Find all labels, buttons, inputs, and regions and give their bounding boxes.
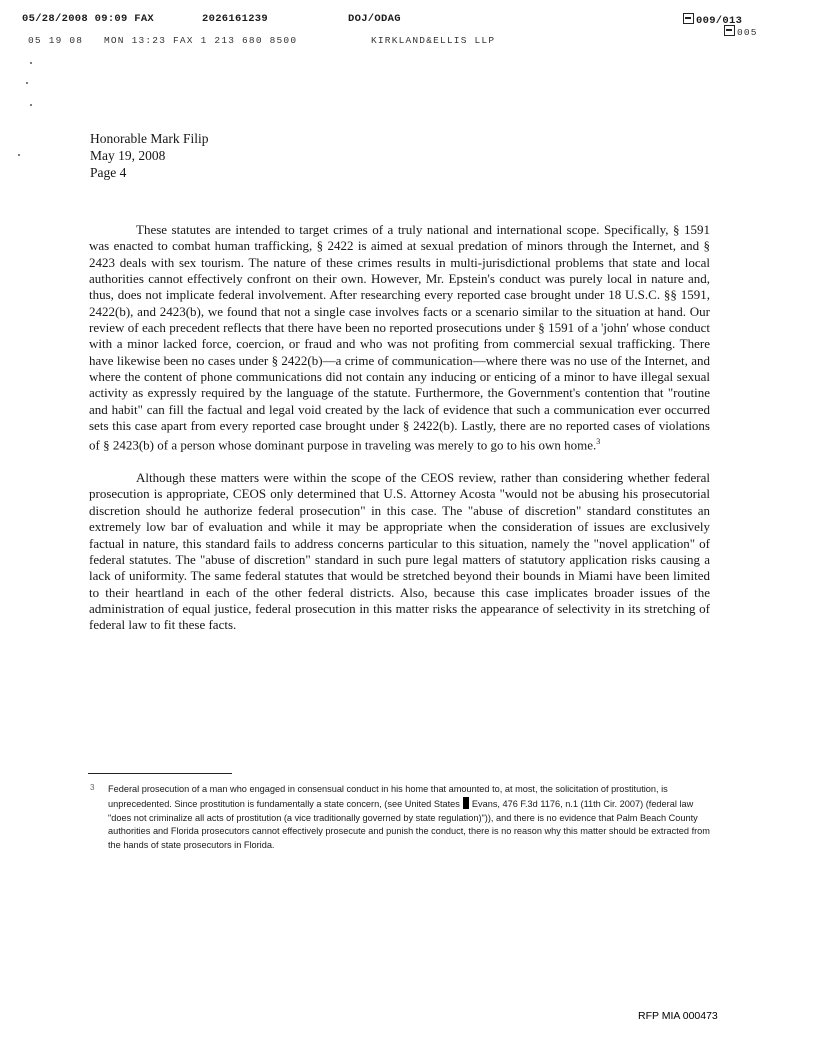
footnote-ref: 3: [596, 437, 601, 447]
fax-header-second: [28, 27, 768, 51]
paragraph-1: [89, 222, 710, 454]
fax2-page-number: 005: [737, 27, 758, 38]
footnote-text-before: Federal prosecution of a man who engaged in consensual conduct in his home that amounted to, at most, the solicitation of prostitution, is unprecedented. Since prostitution is fundamentally a state concern, (see United States: [108, 784, 668, 809]
scan-speck: [30, 62, 32, 64]
paragraph-2: Although these matters were within the scope of the CEOS review, rather than considering whether federal prosecution is appropriate, CEOS only determined that U.S. Attorney Acosta "would not be abusing his prosecutorial discretion should he authorize federal prosecution" in this case. The "abuse of discretion" standard constitutes an extremely low bar of evaluation and while it may be appropriate when the consideration of issues are exclusively factual in nature, this standard fails to address concerns particular to this situation, namely the "novel application" of federal statutes. The "abuse of discretion" standard in such pure legal matters of statutory application risks causing a lack of uniformity. The same federal statutes that would be stretched beyond their bounds in Miami have been limited to their heartland in each of the other federal districts. Also, because this case implicates broader issues of the administration of equal justice, federal prosecution in this matter risks the appearance of selectivity in its stretching of federal law to fit these facts.: [89, 470, 710, 633]
fax2-day-time: MON 13:23 FAX 1 213 680 8500: [104, 35, 298, 46]
fax-header-top: [22, 13, 762, 31]
scan-speck: [26, 82, 28, 84]
paragraph-1-text: These statutes are intended to target crimes of a truly national and international scope. Specifically, § 1591 was enacted to combat human trafficking, § 2422 is aimed at sexual predation of minors through the Internet, and § 2423 deals with sex tourism. The nature of these crimes results in multi-jurisdictional problems that state and local authorities cannot effectively confront on their own. However, Mr. Epstein's conduct was purely local in nature and, thus, does not implicate federal involvement. After researching every reported case brought under 18 U.S.C. §§ 1591, 2422(b), and 2423(b), we found that not a single case involves facts or a scenario similar to the situation at hand. Our review of each precedent reflects that there have been no reported prosecutions under § 1591 of a 'john' whose conduct with a minor lacked force, coercion, or fraud and who was not profiting from commercial sexual trafficking. There have likewise been no cases under § 2422(b)—a crime of communication—where there was no use of the Internet, and where the content of phone communications did not contain any inducing or enticing of a minor to have illegal sexual activity as expressly required by the language of the statute. Furthermore, the Government's contention that "routine and habit" can fill the factual and legal void created by the lack of evidence that such a communication ever occurred sets this case apart from every reported case brought under § 2422(b). Lastly, there are no reported cases of violations of § 2423(b) of a person whose dominant purpose in traveling was merely to go to his own home.: [89, 222, 710, 453]
fax-phone: 2026161239: [202, 13, 269, 25]
fax2-date: 05 19 08: [28, 35, 84, 46]
fax-page-icon: [683, 13, 694, 24]
letter-date: May 19, 2008: [90, 148, 166, 163]
fax-sender: DOJ/ODAG: [348, 13, 401, 25]
redaction-block: [463, 797, 469, 809]
footnote: [90, 783, 714, 853]
fax2-firm: KIRKLAND&ELLIS LLP: [371, 35, 496, 46]
letter-header: [90, 130, 208, 181]
fax-page-icon-2: [724, 25, 735, 36]
fax2-page-wrap: [724, 25, 758, 38]
scan-speck: [18, 154, 20, 156]
page-label: Page 4: [90, 165, 127, 180]
bates-number: RFP MIA 000473: [638, 1010, 718, 1022]
recipient: Honorable Mark Filip: [90, 131, 209, 146]
footnote-number: 3: [90, 783, 95, 792]
footnote-text-after: Evans, 476 F.3d 1176, n.1 (11th Cir. 2007) (federal law "does not criminalize all acts of prostitution (a vice traditionally governed by state regulation)")), and there is no evidence that Palm Beach County authorities and Florida prosecutors cannot effectively prosecute and punish the conduct, there is no reason why this matter should be extracted from the hands of state prosecutors in Florida.: [108, 798, 710, 851]
scan-speck: [30, 104, 32, 106]
fax-page-count: 009/013: [696, 15, 743, 27]
letter-body: [89, 222, 710, 650]
fax-datetime: 05/28/2008 09:09 FAX: [22, 13, 155, 25]
footnote-rule: [88, 773, 232, 774]
